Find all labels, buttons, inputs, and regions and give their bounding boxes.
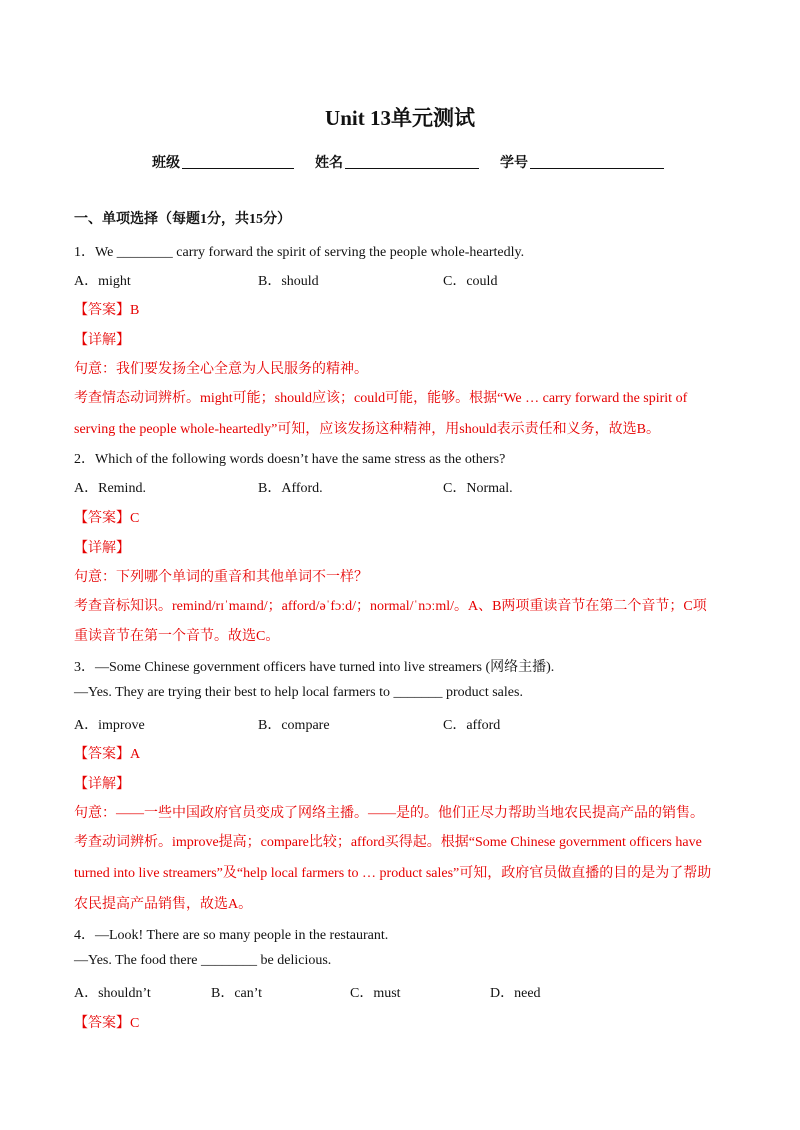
class-label: 班级 — [152, 156, 180, 171]
q1-analysis-line-2: serving the people whole-heartedly”可知，应该发扬这种精神，用should表示责任和义务，故选B。 — [74, 422, 660, 437]
q2-option-b: B．Afford. — [258, 481, 323, 496]
q3-option-b: B．compare — [258, 718, 330, 733]
q3-analysis-line-3: 农民提高产品销售，故选A。 — [74, 897, 253, 912]
id-blank[interactable] — [530, 154, 664, 169]
question-4-stem-line-1: 4．—Look! There are so many people in the restaurant. — [74, 928, 389, 943]
q1-option-b: B．should — [258, 274, 319, 289]
q1-answer: 【答案】B — [74, 303, 140, 318]
q4-answer: 【答案】C — [74, 1016, 140, 1031]
question-1-stem: 1．We ________ carry forward the spirit of serving the people whole-heartedly. — [74, 245, 525, 260]
name-label: 姓名 — [315, 156, 343, 171]
q3-answer: 【答案】A — [74, 747, 141, 762]
q3-meaning: 句意：——一些中国政府官员变成了网络主播。——是的。他们正尽力帮助当地农民提高产品的销售。 — [74, 806, 704, 821]
q2-answer: 【答案】C — [74, 511, 140, 526]
q1-option-a: A．might — [74, 274, 131, 289]
q4-option-d: D．need — [490, 986, 541, 1001]
question-3-stem-line-2: —Yes. They are trying their best to help local farmers to _______ product sales. — [74, 685, 523, 700]
question-2-stem: 2．Which of the following words doesn’t have the same stress as the others? — [74, 452, 506, 467]
q1-meaning: 句意：我们要发扬全心全意为人民服务的精神。 — [74, 362, 368, 377]
q1-detail-label: 【详解】 — [74, 333, 130, 348]
q4-option-a: A．shouldn’t — [74, 986, 151, 1001]
question-3-stem-line-1: 3．—Some Chinese government officers have turned into live streamers (网络主播). — [74, 660, 555, 675]
q4-option-c: C．must — [350, 986, 401, 1001]
student-info-row — [152, 152, 664, 172]
name-blank[interactable] — [345, 154, 479, 169]
q3-analysis-line-2: turned into live streamers”及“help local farmers to … product sales”可知，政府官员做直播的目的是为了帮助 — [74, 866, 712, 881]
section-title: 一、单项选择（每题1分，共15分） — [74, 212, 291, 227]
page-title: Unit 13单元测试 — [325, 106, 475, 130]
q1-option-c: C．could — [443, 274, 498, 289]
id-label: 学号 — [500, 156, 528, 171]
q3-detail-label: 【详解】 — [74, 777, 130, 792]
q1-analysis-line-1: 考查情态动词辨析。might可能；should应该；could可能，能够。根据“We … carry forward the spirit of — [74, 391, 688, 406]
q2-option-a: A．Remind. — [74, 481, 146, 496]
q2-option-c: C．Normal. — [443, 481, 513, 496]
q2-detail-label: 【详解】 — [74, 541, 130, 556]
q3-option-a: A．improve — [74, 718, 145, 733]
question-4-stem-line-2: —Yes. The food there ________ be delicious. — [74, 953, 332, 968]
q2-analysis-line-1: 考查音标知识。remind/rɪˈmaɪnd/；afford/əˈfɔːd/；normal/ˈnɔːml/。A、B两项重读音节在第二个音节；C项 — [74, 599, 707, 614]
q4-option-b: B．can’t — [211, 986, 263, 1001]
q3-option-c: C．afford — [443, 718, 501, 733]
class-blank[interactable] — [182, 154, 294, 169]
q2-analysis-line-2: 重读音节在第一个音节。故选C。 — [74, 629, 280, 644]
q2-meaning: 句意：下列哪个单词的重音和其他单词不一样？ — [74, 570, 368, 585]
q3-analysis-line-1: 考查动词辨析。improve提高；compare比较；afford买得起。根据“Some Chinese government officers have — [74, 835, 702, 850]
